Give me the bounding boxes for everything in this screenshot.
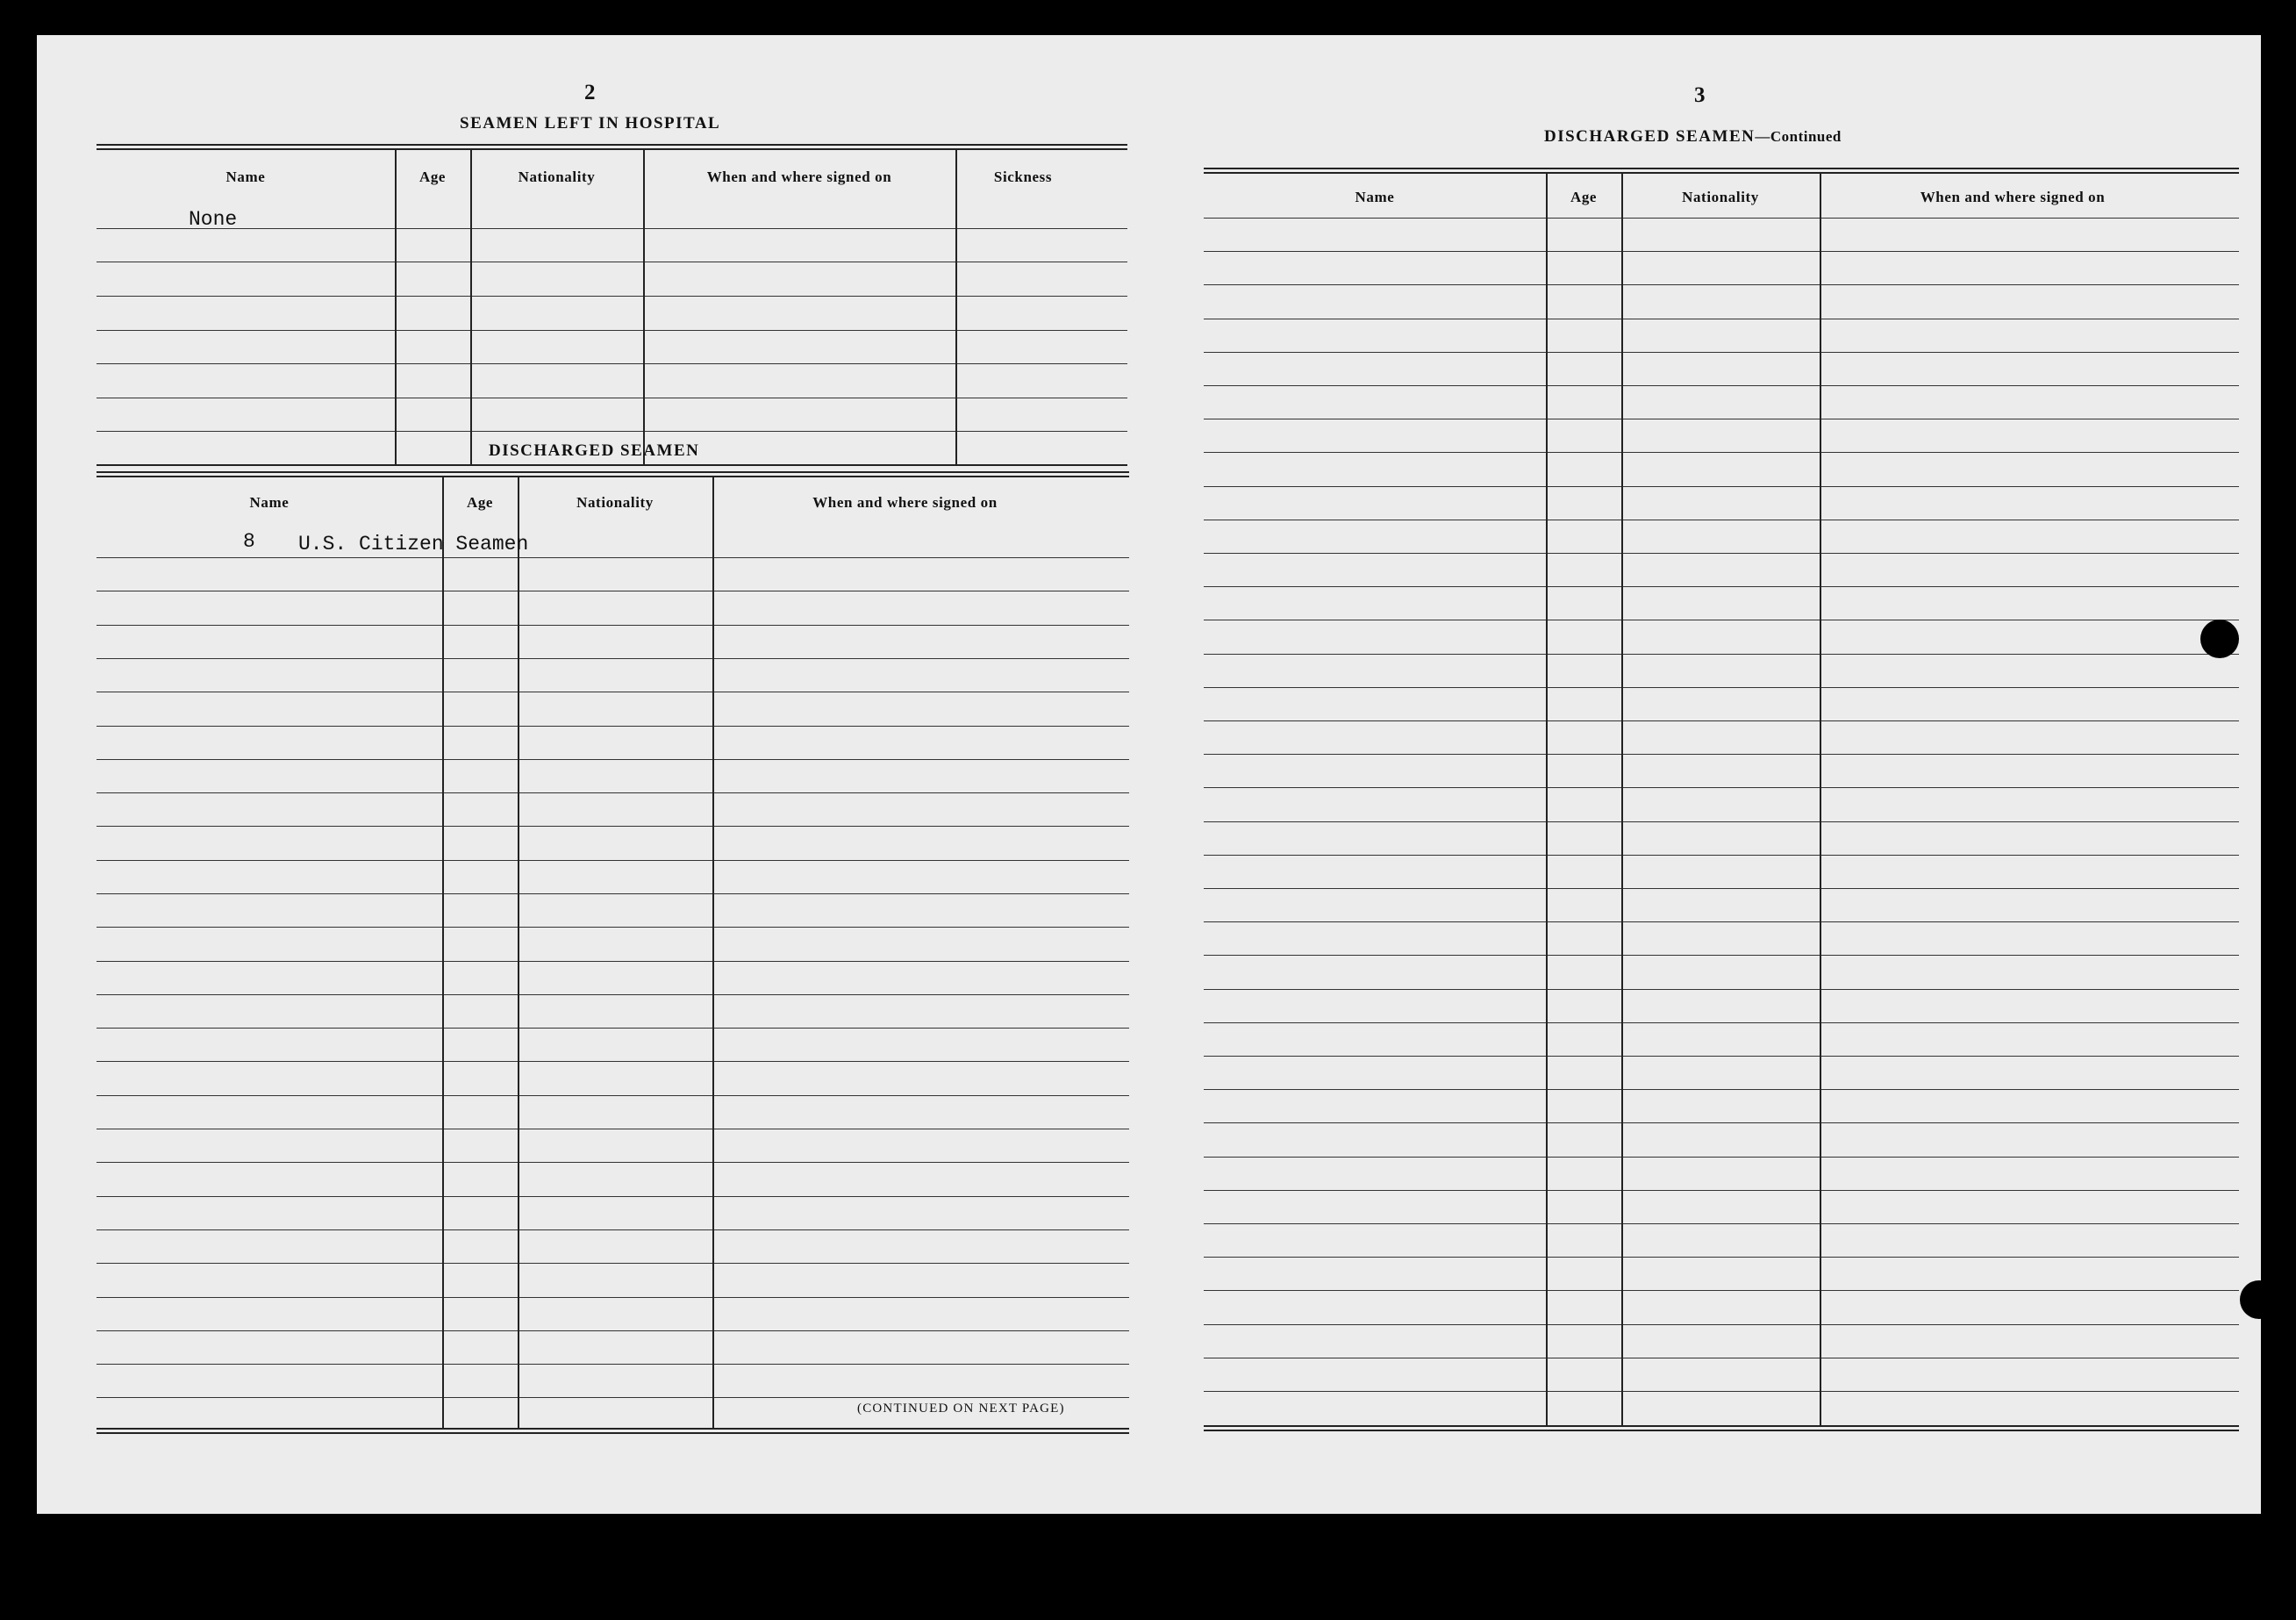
row-line bbox=[97, 961, 1129, 962]
row-line bbox=[97, 927, 1129, 928]
discharged-col-nationality: Nationality bbox=[576, 494, 654, 511]
table-bottom-rule bbox=[1204, 1430, 2239, 1431]
column-divider bbox=[955, 148, 957, 464]
column-divider bbox=[643, 148, 645, 464]
column-divider bbox=[1546, 172, 1548, 1425]
row-line bbox=[97, 431, 1127, 432]
column-divider bbox=[1820, 172, 1821, 1425]
row-line bbox=[97, 330, 1127, 331]
row-line bbox=[97, 1364, 1129, 1365]
discharged-continued-title bbox=[1544, 127, 1842, 147]
row-line bbox=[1204, 955, 2239, 956]
continued-note: (CONTINUED ON NEXT PAGE) bbox=[857, 1401, 1065, 1416]
row-line bbox=[97, 625, 1129, 626]
row-line bbox=[1204, 720, 2239, 721]
row-line bbox=[1204, 1022, 2239, 1023]
row-line bbox=[1204, 821, 2239, 822]
row-line bbox=[97, 1095, 1129, 1096]
discharged-continued-main: DISCHARGED SEAMEN bbox=[1544, 127, 1756, 146]
row-line bbox=[1204, 1223, 2239, 1224]
row-line bbox=[1204, 989, 2239, 990]
row-line bbox=[97, 1028, 1129, 1029]
manifest-sheet bbox=[37, 35, 2261, 1514]
discharged-table bbox=[97, 471, 1129, 1433]
discharged-col-age: Age bbox=[466, 494, 494, 511]
table-top-rule bbox=[97, 476, 1129, 477]
row-line bbox=[1204, 1257, 2239, 1258]
row-line bbox=[1204, 1391, 2239, 1392]
row-line bbox=[1204, 1324, 2239, 1325]
row-line bbox=[1204, 754, 2239, 755]
table-bottom-rule bbox=[1204, 1425, 2239, 1427]
row-line bbox=[1204, 352, 2239, 353]
row-line bbox=[97, 1397, 1129, 1398]
discharged-col-name: Name bbox=[249, 494, 290, 511]
table-bottom-rule bbox=[97, 1428, 1129, 1430]
hospital-col-signed-on: When and where signed on bbox=[706, 168, 892, 185]
row-line bbox=[1204, 284, 2239, 285]
table-bottom-rule bbox=[97, 1432, 1129, 1434]
page-number-right: 3 bbox=[1694, 83, 1706, 107]
table-top-rule bbox=[97, 148, 1127, 150]
row-line bbox=[97, 296, 1127, 297]
row-line bbox=[1204, 1056, 2239, 1057]
row-line bbox=[1204, 855, 2239, 856]
hospital-col-nationality: Nationality bbox=[518, 168, 596, 185]
right-col-name: Name bbox=[1355, 189, 1395, 205]
hospital-col-age: Age bbox=[418, 168, 447, 185]
row-line bbox=[1204, 586, 2239, 587]
column-divider bbox=[518, 476, 519, 1428]
row-line bbox=[1204, 385, 2239, 386]
row-line bbox=[97, 860, 1129, 861]
row-line bbox=[97, 994, 1129, 995]
row-line bbox=[1204, 486, 2239, 487]
row-line bbox=[97, 1061, 1129, 1062]
row-line bbox=[97, 759, 1129, 760]
row-line bbox=[1204, 888, 2239, 889]
hospital-section-title: SEAMEN LEFT IN HOSPITAL bbox=[460, 114, 721, 133]
row-line bbox=[97, 792, 1129, 793]
column-divider bbox=[712, 476, 714, 1428]
hospital-col-name: Name bbox=[225, 168, 266, 185]
discharged-entry-text: U.S. Citizen Seamen bbox=[298, 533, 529, 556]
hospital-table bbox=[97, 144, 1127, 469]
row-line bbox=[1204, 1157, 2239, 1158]
column-divider bbox=[470, 148, 472, 464]
row-line bbox=[1204, 654, 2239, 655]
hospital-entry-none: None bbox=[189, 208, 238, 231]
page-number-left: 2 bbox=[584, 81, 596, 104]
discharged-continued-table bbox=[1204, 168, 2239, 1431]
column-divider bbox=[442, 476, 444, 1428]
punch-hole-upper bbox=[2200, 620, 2239, 658]
row-line bbox=[97, 826, 1129, 827]
right-col-nationality: Nationality bbox=[1682, 189, 1759, 205]
table-top-rule bbox=[1204, 172, 2239, 174]
row-line bbox=[1204, 921, 2239, 922]
row-line bbox=[97, 228, 1127, 229]
punch-hole-lower bbox=[2240, 1280, 2278, 1319]
right-col-signed-on: When and where signed on bbox=[1920, 189, 2106, 205]
table-top-rule bbox=[1204, 168, 2239, 169]
row-line bbox=[1204, 1290, 2239, 1291]
hospital-col-sickness: Sickness bbox=[993, 168, 1053, 185]
row-line bbox=[97, 464, 1127, 466]
row-line bbox=[97, 1229, 1129, 1230]
row-line bbox=[97, 1330, 1129, 1331]
row-line bbox=[1204, 218, 2239, 219]
discharged-continued-sub: —Continued bbox=[1755, 128, 1842, 145]
row-line bbox=[97, 1263, 1129, 1264]
row-line bbox=[97, 893, 1129, 894]
discharged-entry-count: 8 bbox=[243, 530, 255, 553]
row-line bbox=[97, 1297, 1129, 1298]
discharged-section-title: DISCHARGED SEAMEN bbox=[489, 441, 700, 460]
row-line bbox=[1204, 787, 2239, 788]
row-line bbox=[97, 1162, 1129, 1163]
row-line bbox=[1204, 687, 2239, 688]
table-top-rule bbox=[97, 471, 1129, 473]
row-line bbox=[1204, 251, 2239, 252]
row-line bbox=[97, 726, 1129, 727]
row-line bbox=[1204, 553, 2239, 554]
row-line bbox=[97, 363, 1127, 364]
row-line bbox=[97, 1196, 1129, 1197]
row-line bbox=[97, 557, 1129, 558]
row-line bbox=[1204, 452, 2239, 453]
column-divider bbox=[395, 148, 397, 464]
column-divider bbox=[1621, 172, 1623, 1425]
discharged-col-signed-on: When and where signed on bbox=[812, 494, 998, 511]
row-line bbox=[1204, 1089, 2239, 1090]
row-line bbox=[97, 658, 1129, 659]
table-top-rule bbox=[97, 144, 1127, 146]
row-line bbox=[1204, 1190, 2239, 1191]
right-col-age: Age bbox=[1570, 189, 1598, 205]
row-line bbox=[1204, 1122, 2239, 1123]
